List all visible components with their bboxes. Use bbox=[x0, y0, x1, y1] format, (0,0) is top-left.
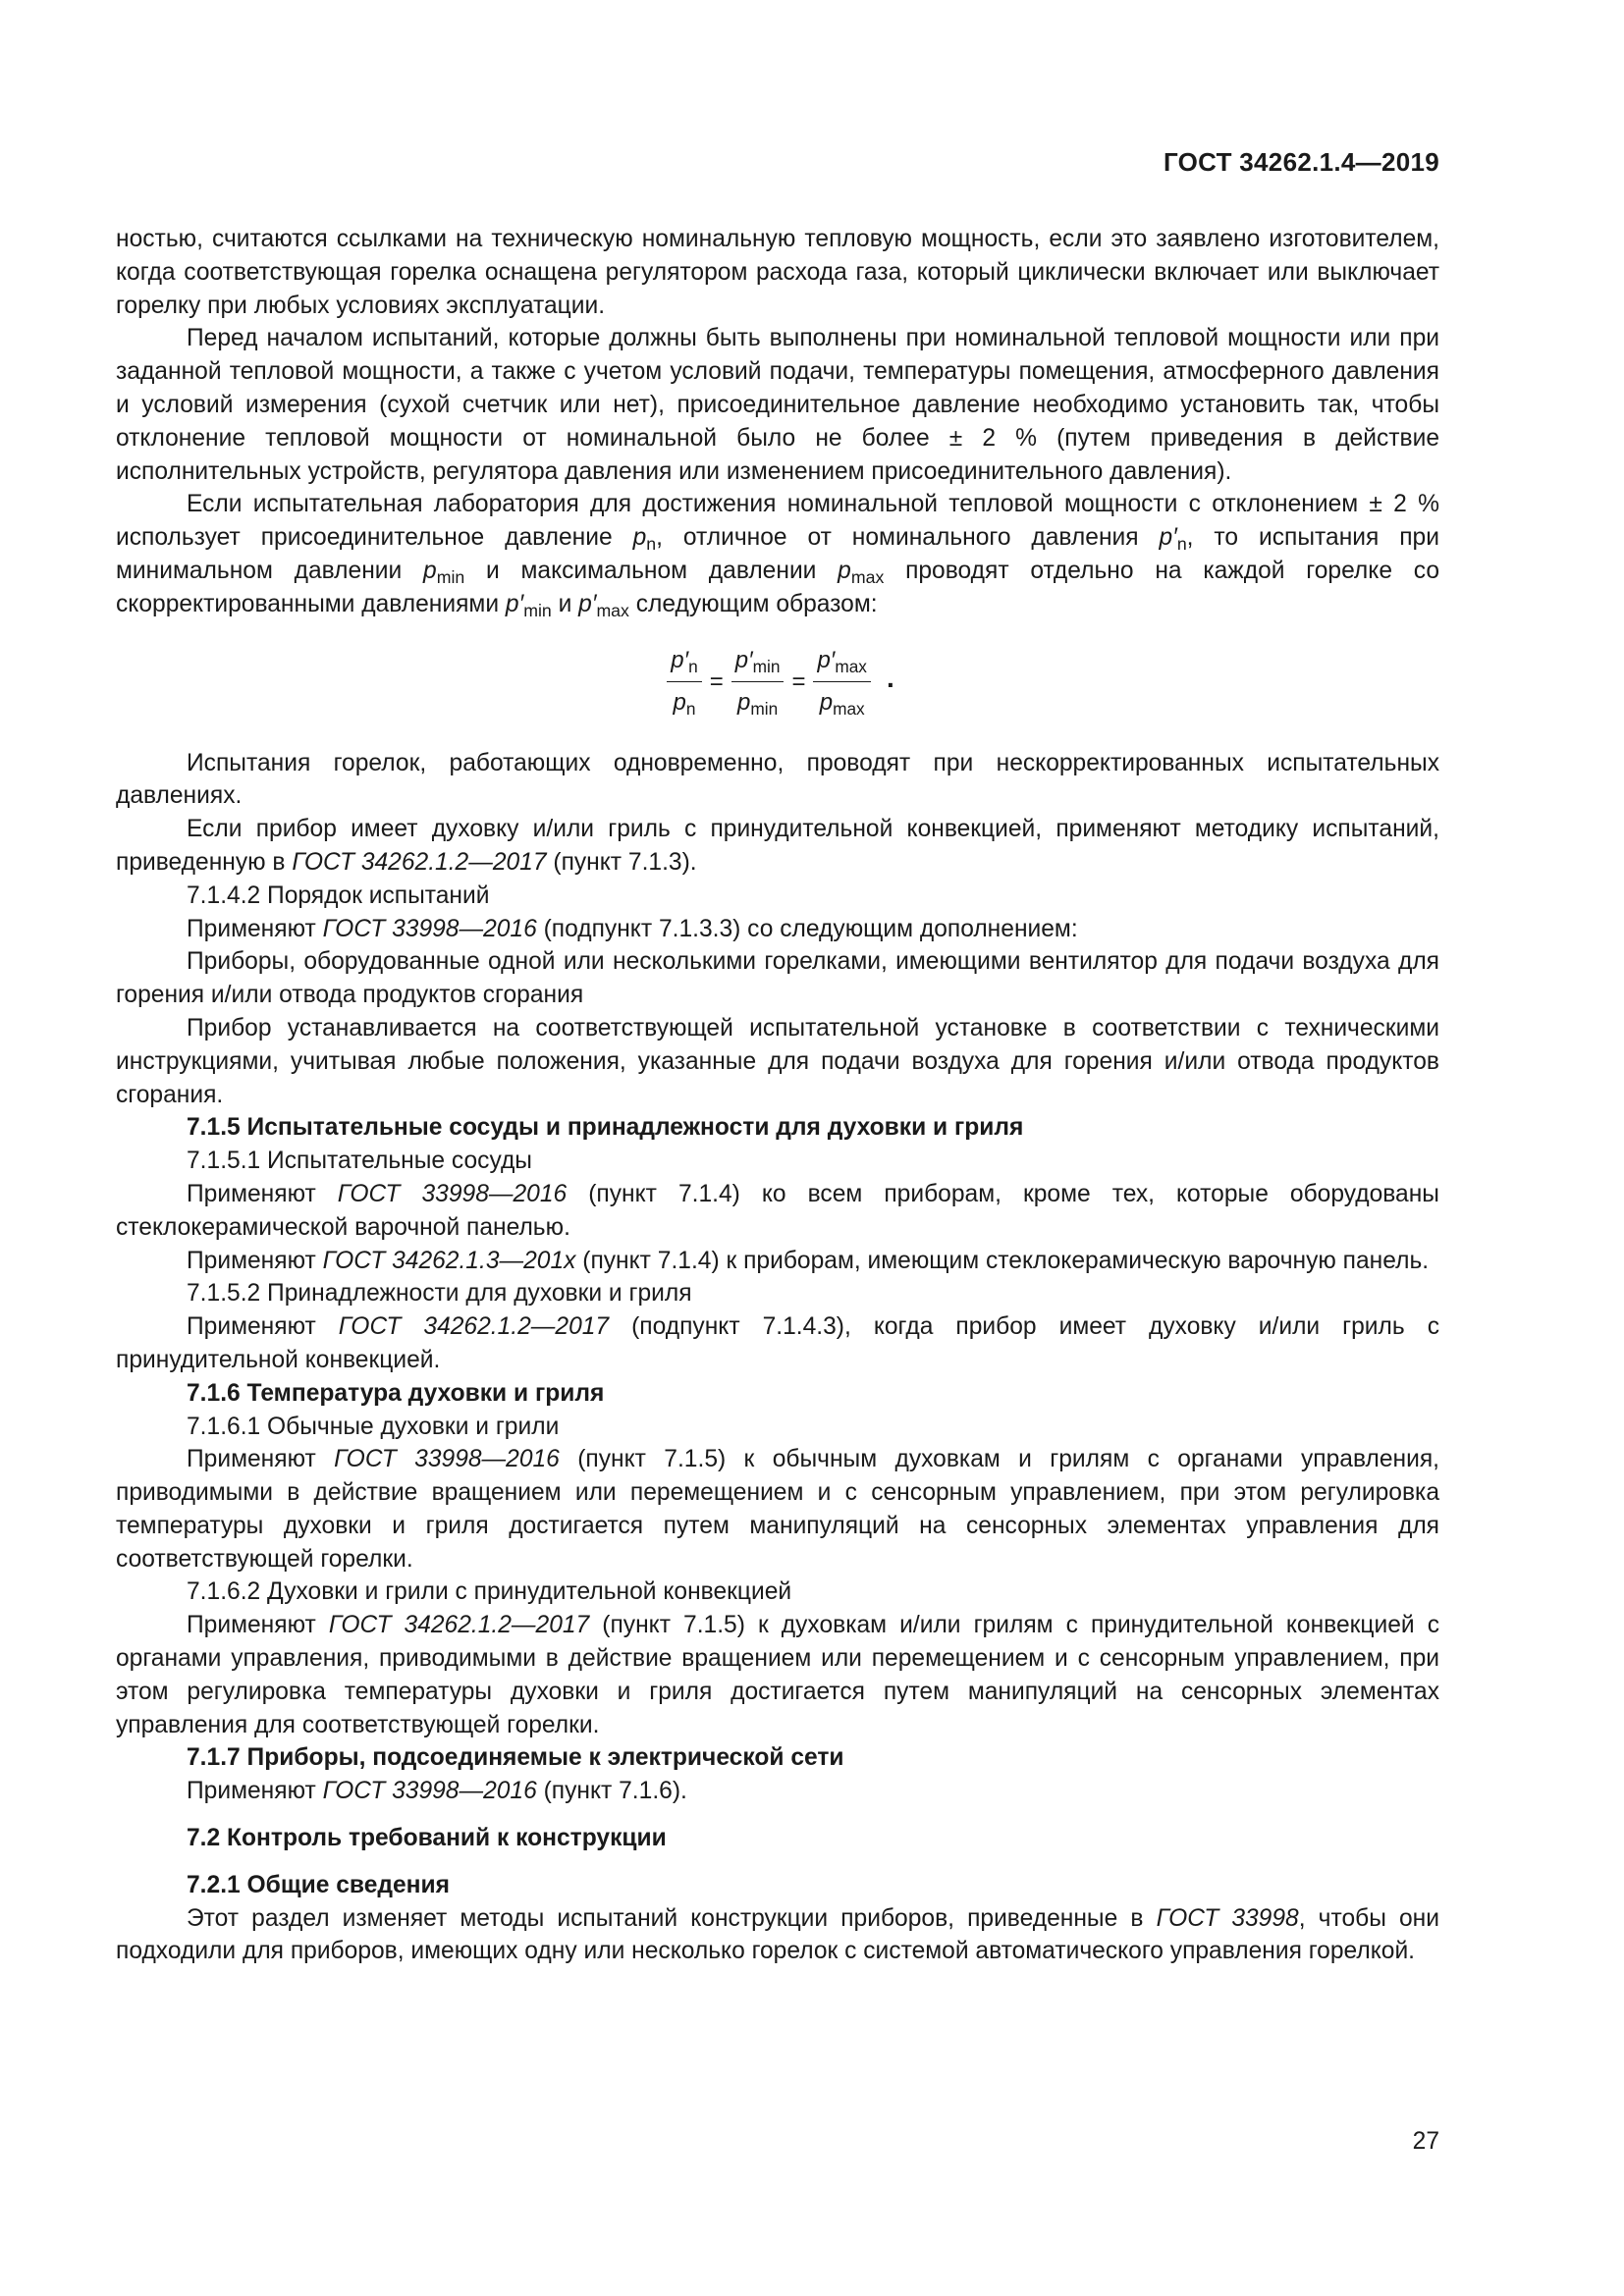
standard-reference: ГОСТ 34262.1.2—2017 bbox=[338, 1313, 610, 1341]
paragraph: ностью, считаются ссылками на техническую номинальную тепловую мощность, если это заявлено изготовителем, когда соответствующая горелка оснащена регулятором расхода газа, который циклически включает или выключает горелку при любых условиях эксплуатации. bbox=[116, 226, 1439, 319]
page-number: 27 bbox=[1412, 2128, 1439, 2155]
subsection-title: 7.1.5.1 Испытательные сосуды bbox=[187, 1148, 532, 1175]
fraction-maximum: $\frac{p'_{max}}{p_{max}}$ bbox=[813, 644, 870, 720]
section-heading-7-2-1: 7.2.1 Общие сведения bbox=[187, 1871, 450, 1898]
fraction-minimum: $\frac{p'_{min}}{p_{min}}$ bbox=[731, 644, 785, 720]
paragraph: Применяют ГОСТ 33998—2016 (пункт 7.1.6). bbox=[187, 1778, 687, 1805]
document-code: ГОСТ 34262.1.4—2019 bbox=[1163, 147, 1439, 177]
standard-reference: ГОСТ 33998—2016 bbox=[322, 915, 537, 942]
standard-reference: ГОСТ 34262.1.2—2017 bbox=[292, 848, 547, 876]
paragraph: Этот раздел изменяет методы испытаний конструкции приборов, приведенные в ГОСТ 33998, чтобы они подходили для приборов, имеющих одну или несколько горелок с системой автоматического управления горелкой. bbox=[116, 1904, 1439, 1965]
subsection-title: 7.1.6.1 Обычные духовки и грили bbox=[187, 1413, 560, 1440]
paragraph: Применяют ГОСТ 33998—2016 (пункт 7.1.5) к обычным духовкам и грилям с органами управления, приводимыми в действие вращением или перемещением и с сенсорным управлением, при этом регулировка температуры духовки и гриля достигается путем манипуляций на сенсорных элементах управления для соответствующей горелки. bbox=[116, 1446, 1439, 1573]
standard-reference: ГОСТ 33998—2016 bbox=[334, 1446, 560, 1473]
subsection-title: 7.1.5.2 Принадлежности для духовки и гриля bbox=[187, 1280, 692, 1308]
paragraph-pressure-correction: Если испытательная лаборатория для достижения номинальной тепловой мощности с отклонением ± 2 % использует присоединительное давление $p_n$, отличное от номинального давления $p'_n$, то испытания при минимальном давлении $p_{min}$ и максимальном давлении $p_{max}$ проводят отдельно на каждой горелке со скорректированными давлениями $p'_{min}$ и $p'_{max}$ следующим образом: bbox=[116, 491, 1439, 620]
equals-sign: = bbox=[791, 667, 806, 695]
document-body bbox=[116, 223, 1439, 1968]
paragraph: Применяют ГОСТ 33998—2016 (пункт 7.1.4) ко всем приборам, кроме тех, которые оборудованы стеклокерамической варочной панелью. bbox=[116, 1180, 1439, 1241]
equals-sign: = bbox=[709, 667, 724, 695]
paragraph: Перед началом испытаний, которые должны быть выполнены при номинальной тепловой мощности или при заданной тепловой мощности, а также с учетом условий подачи, температуры помещения, атмосферного давления и условий измерения (сухой счетчик или нет), присоединительное давление необходимо установить так, чтобы отклонение тепловой мощности от номинальной было не более ± 2 % (путем приведения в действие исполнительных устройств, регулятора давления или изменением присоединительного давления). bbox=[116, 325, 1439, 485]
standard-reference: ГОСТ 34262.1.2—2017 bbox=[328, 1612, 590, 1639]
standard-reference: ГОСТ 34262.1.3—201х bbox=[322, 1247, 576, 1274]
standard-reference: ГОСТ 33998—2016 bbox=[322, 1778, 537, 1805]
paragraph: Применяют ГОСТ 34262.1.3—201х (пункт 7.1.4) к приборам, имеющим стеклокерамическую варочную панель. bbox=[187, 1247, 1430, 1274]
pressure-ratio-formula bbox=[116, 639, 1439, 725]
fraction-nominal: $\frac{p'_n}{p_n}$ bbox=[667, 644, 701, 720]
paragraph: Применяют ГОСТ 34262.1.2—2017 (подпункт 7.1.4.3), когда прибор имеет духовку и/или гриль с принудительной конвекцией. bbox=[116, 1313, 1439, 1373]
paragraph: Прибор устанавливается на соответствующей испытательной установке в соответствии с техническими инструкциями, учитывая любые положения, указанные для подачи воздуха для горения и/или отвода продуктов сгорания. bbox=[116, 1014, 1439, 1108]
section-heading-7-1-6: 7.1.6 Температура духовки и гриля bbox=[187, 1379, 605, 1407]
paragraph: Испытания горелок, работающих одновременно, проводят при нескорректированных испытательных давлениях. bbox=[116, 749, 1439, 810]
section-heading-7-2: 7.2 Контроль требований к конструкции bbox=[187, 1825, 667, 1852]
paragraph: Приборы, оборудованные одной или несколькими горелками, имеющими вентилятор для подачи воздуха для горения и/или отвода продуктов сгорания bbox=[116, 948, 1439, 1009]
formula-terminator: . bbox=[886, 662, 894, 693]
subsection-title: 7.1.6.2 Духовки и грили с принудительной конвекцией bbox=[187, 1578, 792, 1606]
section-heading-7-1-7: 7.1.7 Приборы, подсоединяемые к электрической сети bbox=[187, 1744, 844, 1772]
paragraph: Применяют ГОСТ 33998—2016 (подпункт 7.1.3.3) со следующим дополнением: bbox=[187, 915, 1078, 942]
section-heading-7-1-5: 7.1.5 Испытательные сосуды и принадлежности для духовки и гриля bbox=[187, 1114, 1024, 1142]
paragraph: Применяют ГОСТ 34262.1.2—2017 (пункт 7.1.5) к духовкам и/или грилям с принудительной конвекцией с органами управления, приводимыми в действие вращением или перемещением и с сенсорным управлением, при этом регулировка температуры духовки и гриля достигается путем манипуляций на сенсорных элементах управления для соответствующей горелки. bbox=[116, 1612, 1439, 1738]
standard-reference: ГОСТ 33998 bbox=[1156, 1904, 1299, 1932]
standard-reference: ГОСТ 33998—2016 bbox=[337, 1180, 568, 1207]
paragraph: Если прибор имеет духовку и/или гриль с принудительной конвекцией, применяют методику испытаний, приведенную в ГОСТ 34262.1.2—2017 (пункт 7.1.3). bbox=[116, 816, 1439, 876]
subsection-title: 7.1.4.2 Порядок испытаний bbox=[187, 881, 490, 909]
